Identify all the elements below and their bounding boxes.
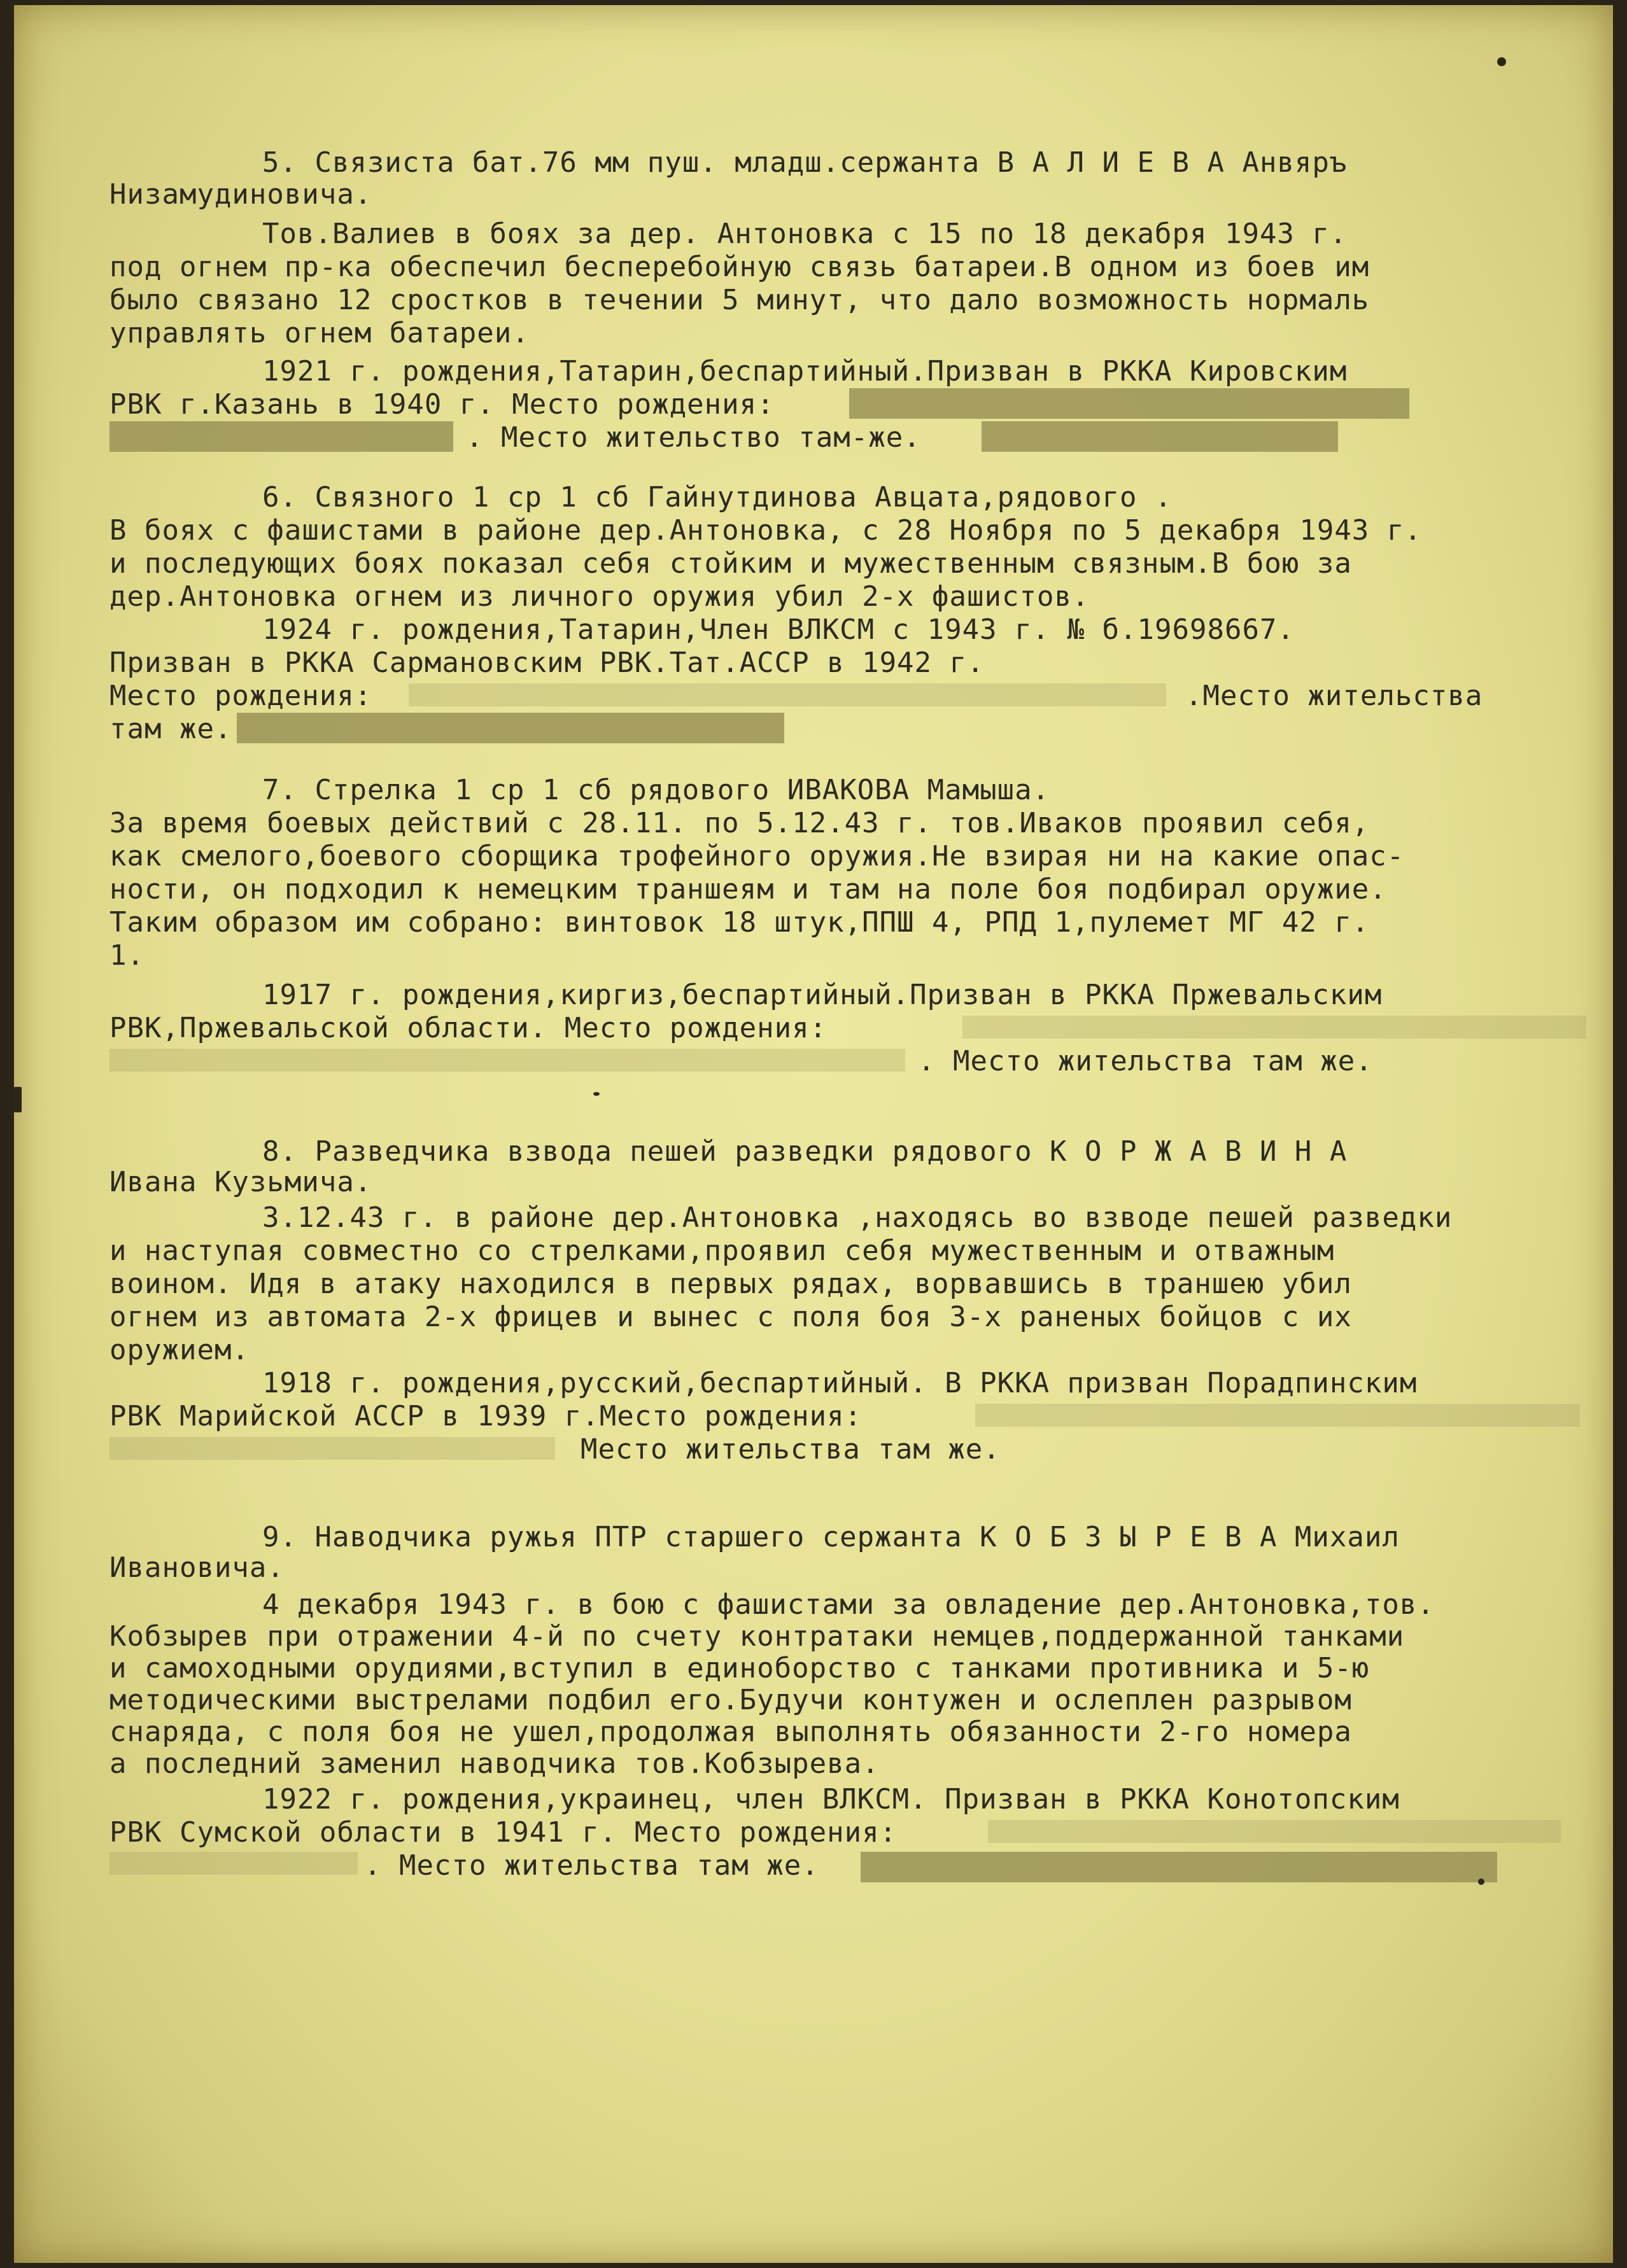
entry-text-line: Ивана Кузьмича.	[109, 1166, 372, 1198]
redaction-mark	[982, 421, 1338, 452]
entry-text-line: Место рождения:	[109, 680, 372, 712]
entry-text-line: 1922 г. рождения,украинец, член ВЛКСМ. Призван в РККА Конотопским	[262, 1783, 1400, 1816]
entry-text-line: 1924 г. рождения,Татарин,Член ВЛКСМ с 1943 г. № б.19698667.	[262, 613, 1295, 646]
entry-text-line: Ивановича.	[109, 1551, 285, 1584]
entry-text-line: 1921 г. рождения,Татарин,беспартийный.Призван в РККА Кировским	[262, 355, 1348, 388]
entry-text-line: РВК г.Казань в 1940 г. Место рождения:	[109, 388, 775, 421]
redaction-mark	[109, 1852, 358, 1875]
entry-text-line: 1918 г. рождения,русский,беспартийный. В РККА призван Порадпинским	[262, 1367, 1418, 1399]
entry-text-line: а последний заменил наводчика тов.Кобзырева.	[109, 1747, 880, 1780]
entry-text-line: РВК Марийской АССР в 1939 г.Место рождения:	[109, 1400, 863, 1432]
entry-text-line: и наступая совместно со стрелками,проявил себя мужественным и отважным	[109, 1235, 1335, 1267]
redaction-mark	[975, 1404, 1580, 1427]
entry-text-line: Место жительства там же.	[581, 1433, 1001, 1466]
entry-heading: 5. Связиста бат.76 мм пуш. младш.сержанта В А Л И Е В А Анвяръ	[262, 146, 1348, 179]
entry-text-line: методическими выстрелами подбил его.Будучи контужен и ослеплен разрывом	[109, 1684, 1352, 1716]
entry-text-line: управлять огнем батареи.	[109, 317, 530, 349]
entry-text-line: 1.	[109, 939, 144, 972]
document-page	[14, 5, 1613, 2263]
entry-text-line: РВК,Пржевальской области. Место рождения:	[109, 1012, 828, 1044]
redaction-mark	[849, 388, 1409, 419]
entry-text-line: РВК Сумской области в 1941 г. Место рождения:	[109, 1816, 898, 1849]
entry-text-line: Призван в РККА Сармановским РВК.Тат.АССР в 1942 г.	[109, 647, 985, 679]
entry-text-line: Тов.Валиев в боях за дер. Антоновка с 15 по 18 декабря 1943 г.	[262, 218, 1348, 250]
entry-text-line: оружием.	[109, 1334, 250, 1366]
entry-text-line: Кобзырев при отражении 4-й по счету контратаки немцев,поддержанной танками	[109, 1620, 1405, 1653]
paper-speck	[14, 1087, 22, 1112]
redaction-mark	[988, 1820, 1561, 1843]
entry-text-line: . Место жительства там же.	[918, 1045, 1373, 1077]
entry-text-line: За время боевых действий с 28.11. по 5.12.43 г. тов.Иваков проявил себя,	[109, 807, 1370, 839]
entry-heading: 8. Разведчика взвода пешей разведки рядового К О Р Ж А В И Н А	[262, 1135, 1348, 1168]
entry-text-line: 4 декабря 1943 г. в бою с фашистами за овладение дер.Антоновка,тов.	[262, 1588, 1435, 1621]
paper-speck	[1478, 1879, 1484, 1885]
entry-text-line: воином. Идя в атаку находился в первых рядах, ворвавшись в траншею убил	[109, 1268, 1352, 1300]
entry-heading: 9. Наводчика ружья ПТР старшего сержанта К О Б З Ы Р Е В А Михаил	[262, 1521, 1400, 1553]
entry-text-line: там же.	[109, 713, 232, 745]
entry-text-line: и последующих боях показал себя стойким и мужественным связным.В бою за	[109, 547, 1352, 580]
entry-text-line: . Место жительство там-же.	[466, 421, 921, 454]
redaction-mark	[861, 1852, 1497, 1882]
entry-text-line: 1917 г. рождения,киргиз,беспартийный.Призван в РККА Пржевальским	[262, 979, 1383, 1011]
redaction-mark	[409, 683, 1166, 706]
redaction-mark	[237, 713, 784, 743]
entry-text-line: и самоходными орудиями,вступил в единоборство с танками противника и 5-ю	[109, 1652, 1370, 1684]
entry-text-line: дер.Антоновка огнем из личного оружия убил 2-х фашистов.	[109, 580, 1090, 613]
redaction-mark	[962, 1016, 1586, 1039]
paper-speck	[593, 1092, 600, 1096]
entry-text-line: .Место жительства	[1185, 680, 1483, 712]
entry-text-line: Таким образом им собрано: винтовок 18 штук,ППШ 4, РПД 1,пулемет МГ 42 г.	[109, 906, 1370, 939]
redaction-mark	[109, 421, 453, 452]
entry-text-line: 3.12.43 г. в районе дер.Антоновка ,находясь во взводе пешей разведки	[262, 1201, 1453, 1234]
entry-text-line: было связано 12 сростков в течении 5 минут, что дало возможность нормаль	[109, 284, 1370, 316]
entry-heading: 7. Стрелка 1 ср 1 сб рядового ИВАКОВА Мамыша.	[262, 774, 1050, 806]
redaction-mark	[109, 1437, 555, 1460]
entry-text-line: . Место жительства там же.	[364, 1849, 819, 1882]
entry-text-line: снаряда, с поля боя не ушел,продолжая выполнять обязанности 2-го номера	[109, 1716, 1352, 1748]
entry-text-line: ности, он подходил к немецким траншеям и там на поле боя подбирал оружие.	[109, 873, 1387, 906]
entry-text-line: под огнем пр-ка обеспечил бесперебойную связь батареи.В одном из боев им	[109, 251, 1370, 283]
redaction-mark	[109, 1049, 905, 1072]
entry-text-line: В боях с фашистами в районе дер.Антоновка, с 28 Ноября по 5 декабря 1943 г.	[109, 514, 1422, 547]
entry-text-line: как смелого,боевого сборщика трофейного оружия.Не взирая ни на какие опас-	[109, 840, 1405, 872]
paper-speck	[1497, 57, 1506, 66]
entry-text-line: огнем из автомата 2-х фрицев и вынес с поля боя 3-х раненых бойцов с их	[109, 1301, 1352, 1333]
entry-heading: 6. Связного 1 ср 1 сб Гайнутдинова Авцата,рядового .	[262, 481, 1173, 514]
entry-text-line: Низамудиновича.	[109, 178, 372, 211]
